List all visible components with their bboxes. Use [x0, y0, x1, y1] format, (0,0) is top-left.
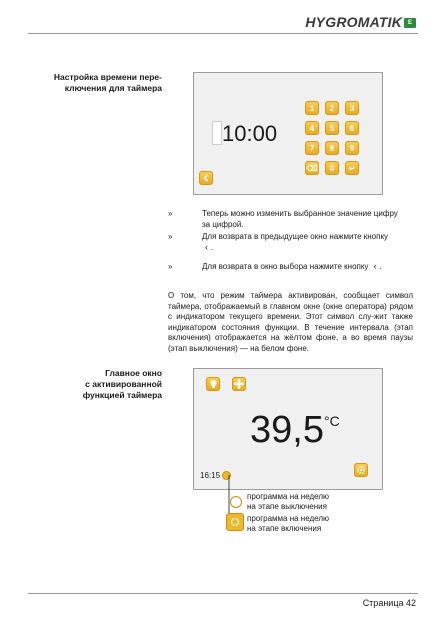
- temperature-unit: °C: [323, 413, 340, 429]
- temperature-readout: [250, 409, 340, 452]
- header-rule: [28, 33, 418, 34]
- fan-button[interactable]: [232, 377, 246, 391]
- logo-badge: E: [404, 18, 416, 28]
- key-7[interactable]: 7: [305, 141, 319, 155]
- bullet-mark: »: [168, 209, 173, 218]
- bullet-mark: »: [168, 232, 173, 241]
- section2-label: [40, 368, 162, 401]
- key-4[interactable]: 4: [305, 121, 319, 135]
- section2-label-line: Главное окно: [105, 368, 162, 378]
- key-0[interactable]: 0: [325, 161, 339, 175]
- key-5[interactable]: 5: [325, 121, 339, 135]
- key-1[interactable]: 1: [305, 101, 319, 115]
- bullet-text: Теперь можно изменить выбранное значение цифру за цифрой.: [202, 209, 398, 229]
- list-item: [168, 261, 407, 272]
- section2-label-line: функцией таймера: [82, 390, 162, 400]
- bullet-text: Для возврата в предыдущее окно нажмите кнопку: [202, 232, 389, 241]
- instructions-list: [168, 208, 413, 278]
- legend-line: на этапе выключения: [247, 502, 327, 511]
- timer-off-icon: [230, 496, 242, 508]
- legend-line: на этапе включения: [247, 524, 322, 533]
- settings-button[interactable]: [354, 463, 368, 477]
- key-9[interactable]: 9: [345, 141, 359, 155]
- chevron-left-icon: ‹: [373, 261, 377, 271]
- time-display[interactable]: [212, 121, 277, 147]
- chevron-left-icon: ‹: [205, 242, 208, 252]
- bullet-mark: »: [168, 262, 173, 271]
- timer-on-icon: [226, 513, 244, 531]
- main-window-screen: [193, 368, 383, 490]
- settings-icon: [356, 465, 366, 475]
- chevron-left-icon: [202, 174, 210, 182]
- bullet-tail: .: [379, 262, 382, 271]
- timer-entry-screen: [193, 72, 383, 195]
- timer-description: О том, что режим таймера активирован, сообщает символ таймера, отображаемый в главном окне (окне оператора) рядом с индикатором текущего времени. Этот символ слу-жит также индикатором состояния функции. В течение интервала (этап включения) отображается на жёлтом фоне, а во время паузы (этап выключения) — на белом фоне.: [168, 291, 413, 353]
- key-3[interactable]: 3: [345, 101, 359, 115]
- brand-logo: [305, 14, 416, 30]
- key-enter[interactable]: ↵: [345, 161, 359, 175]
- key-8[interactable]: 8: [325, 141, 339, 155]
- legend-line: программа на неделю: [247, 514, 330, 523]
- section1-label: [40, 72, 162, 94]
- time-value: 10:00: [222, 121, 278, 146]
- temperature-value: 39,5: [250, 409, 324, 451]
- footer-rule: [28, 593, 418, 594]
- section1-label-line: Настройка времени пере-: [53, 72, 162, 82]
- lightbulb-button[interactable]: [206, 377, 220, 391]
- bullet-tail: .: [211, 243, 214, 252]
- section1-label-line: ключения для таймера: [64, 83, 162, 93]
- section2-label-line: с активированной: [85, 379, 162, 389]
- list-item: [168, 208, 407, 230]
- bullet-text: Для возврата в окно выбора нажмите кнопку: [202, 262, 369, 271]
- legend-on: [247, 514, 329, 534]
- back-button[interactable]: [199, 171, 213, 185]
- logo-text: HYGROMATIK: [305, 14, 402, 30]
- edit-cursor: [212, 121, 222, 145]
- legend-line: программа на неделю: [247, 492, 330, 501]
- clock-icon: [231, 518, 239, 526]
- clock: 16:15: [200, 471, 221, 480]
- key-backspace[interactable]: ⌫: [305, 161, 319, 175]
- key-6[interactable]: 6: [345, 121, 359, 135]
- page-number: Страница 42: [362, 598, 416, 608]
- fan-icon: [234, 379, 244, 389]
- list-item: [168, 231, 407, 253]
- legend-off: [247, 492, 329, 512]
- key-2[interactable]: 2: [325, 101, 339, 115]
- lightbulb-icon: [209, 379, 218, 389]
